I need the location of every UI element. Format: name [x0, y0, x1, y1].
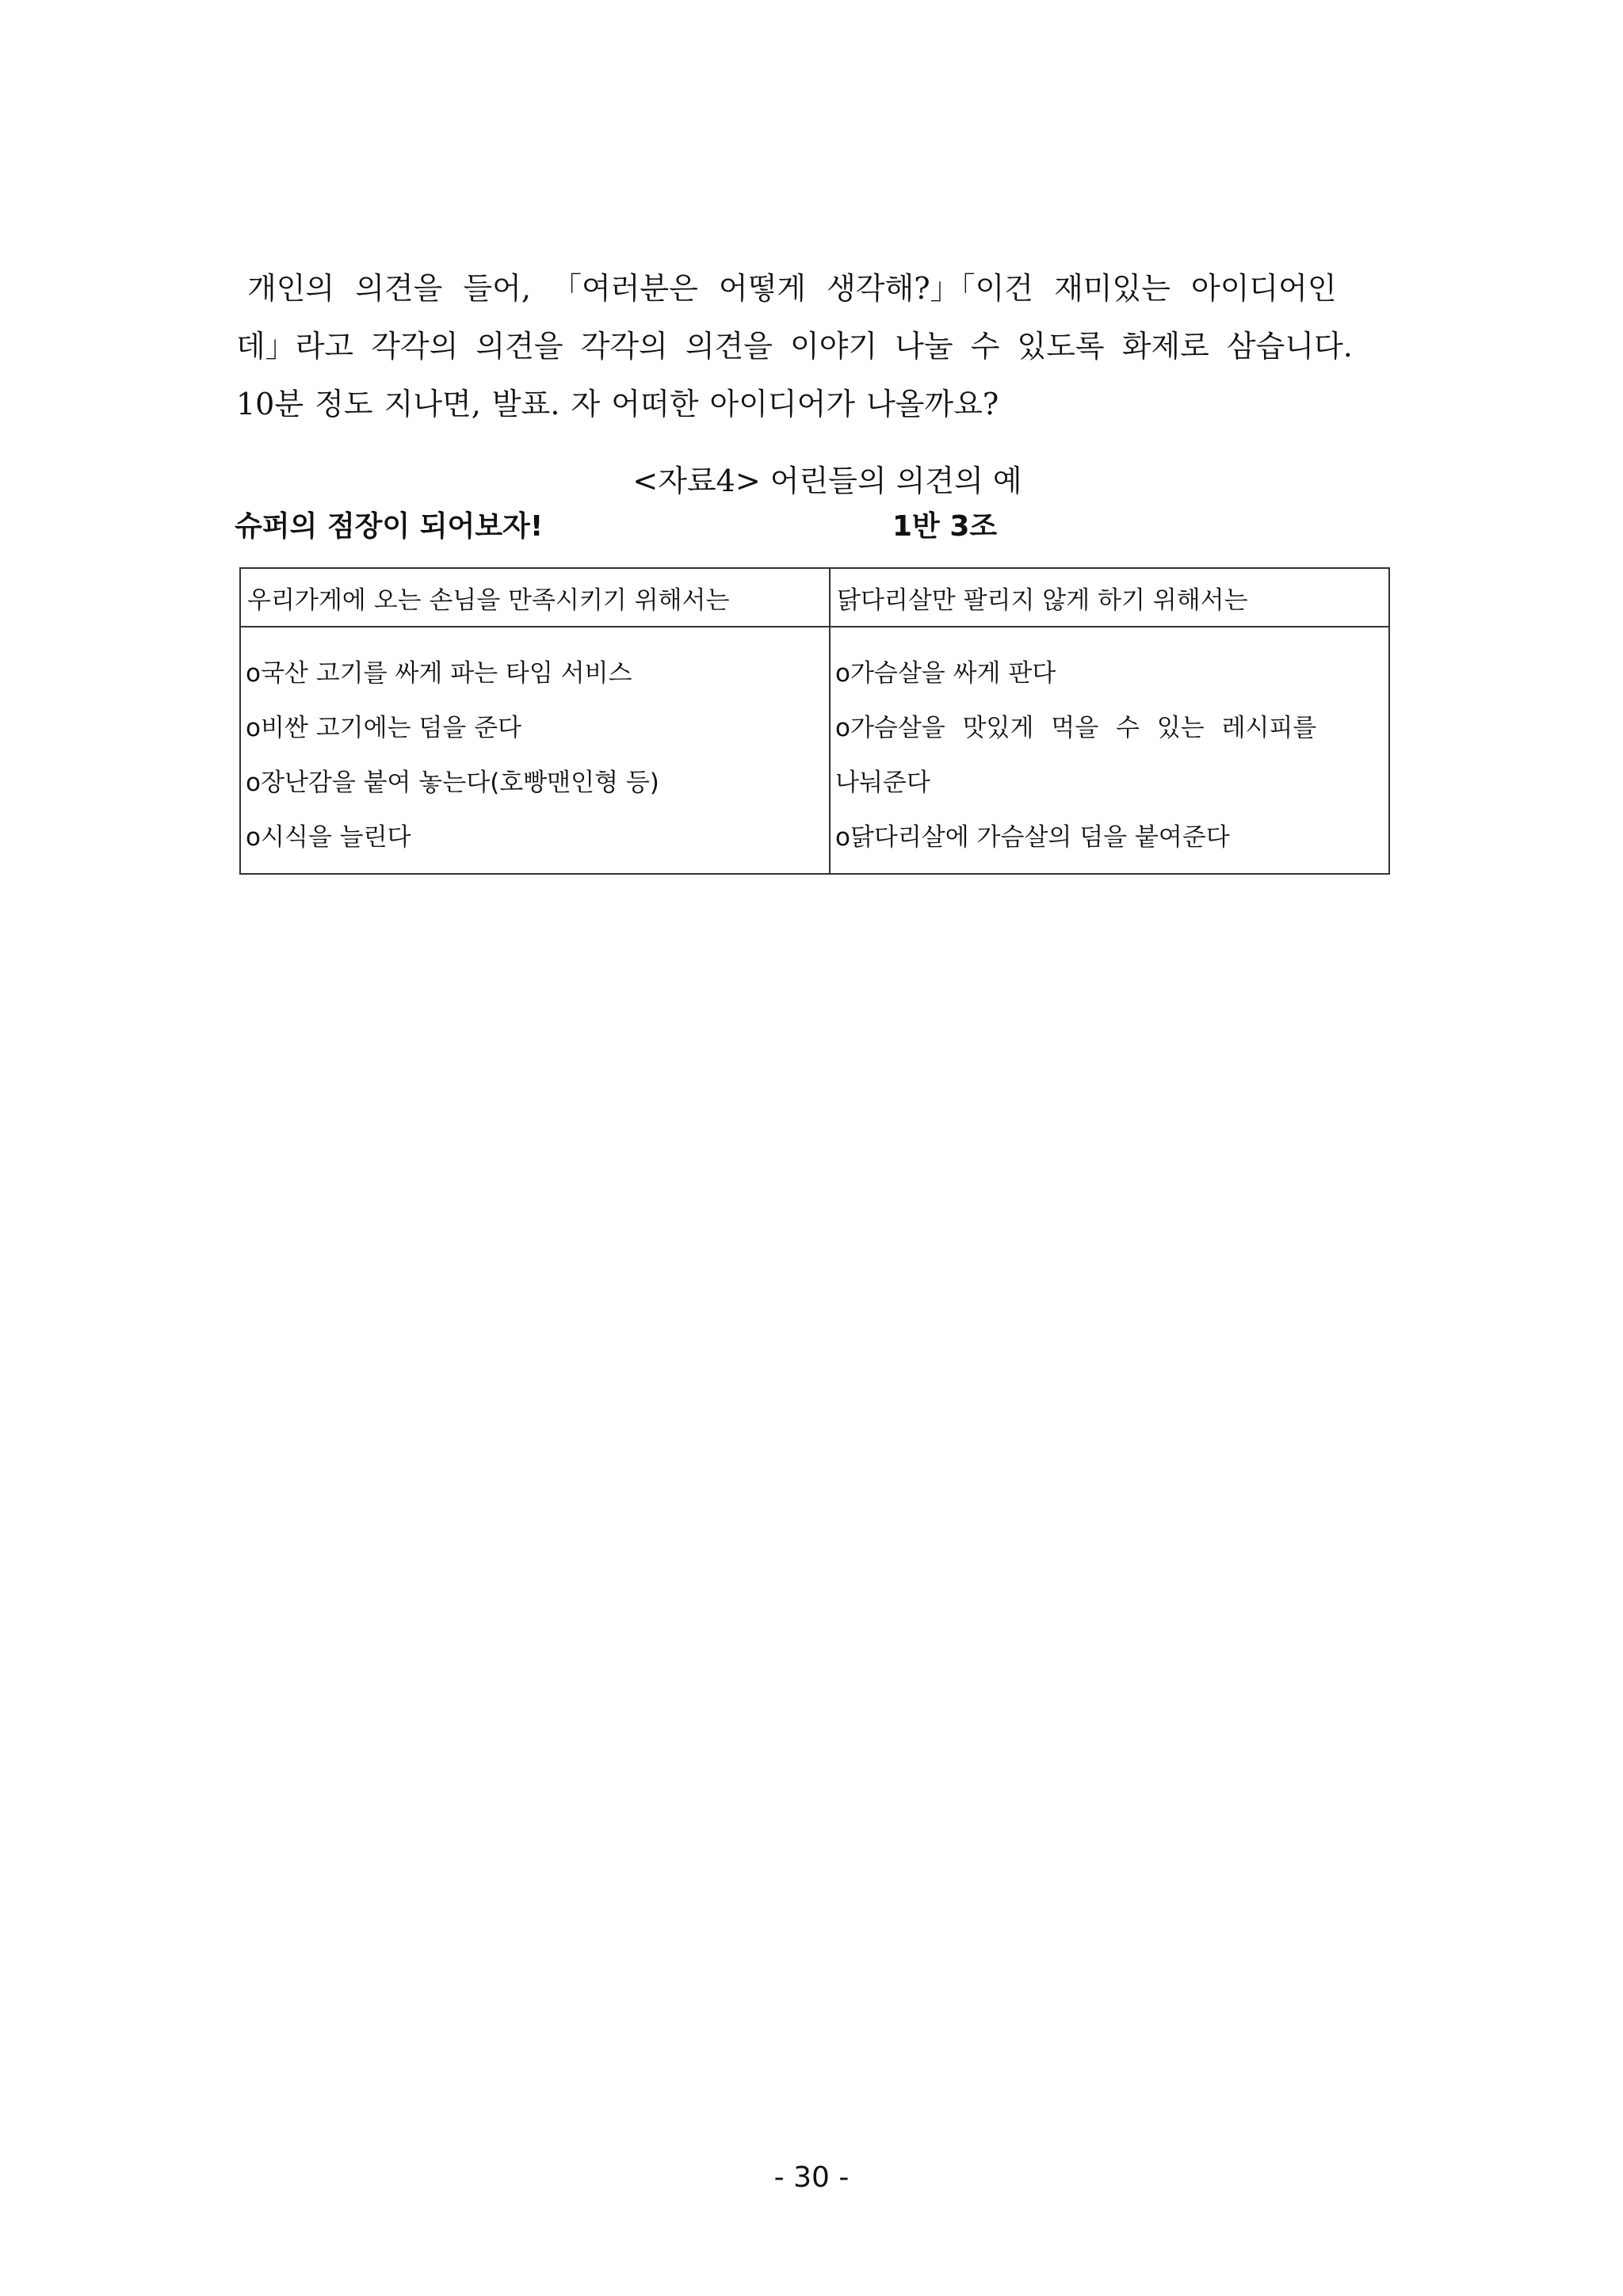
opinion-cell-left: [240, 627, 830, 874]
list-item: o가슴살을 맛있게 먹을 수 있는 레시피를: [835, 714, 1317, 742]
worksheet-group-label: 1반 3조: [892, 510, 998, 543]
list-item: o닭다리살에 가슴살의 덤을 붙여준다: [835, 823, 1230, 852]
list-item: o시식을 늘린다: [246, 823, 411, 852]
paragraph-line: 개인의 의견을 들어, 「여러분은 어떻게 생각해?」「이건 재미있는 아이디어인: [247, 271, 1337, 306]
worksheet-subtitle: 슈퍼의 점장이 되어보자!: [235, 510, 544, 543]
opinion-cell-right: [830, 627, 1389, 874]
table-header-row: [240, 568, 1389, 627]
table-row: [240, 627, 1389, 874]
paragraph-line: 데」라고 각각의 의견을 각각의 의견을 이야기 나눌 수 있도록 화제로 삼습니다.: [236, 329, 1353, 364]
list-item: o비싼 고기에는 덤을 준다: [246, 714, 521, 742]
column-header-customer-satisfaction: 우리가게에 오는 손님을 만족시키기 위해서는: [240, 568, 830, 627]
list-item: o가슴살을 싸게 판다: [835, 659, 1056, 688]
list-item: o국산 고기를 싸게 파는 타임 서비스: [246, 659, 632, 688]
body-paragraph: [236, 260, 1395, 433]
list-item: 나눠준다: [835, 769, 930, 797]
figure-caption: <자료4> 어린들의 의견의 예: [632, 463, 1022, 498]
list-item: o장난감을 붙여 놓는다(호빵맨인형 등): [246, 769, 659, 797]
page-number: - 30 -: [773, 2161, 850, 2194]
paragraph-line: 10분 정도 지나면, 발표. 자 어떠한 아이디어가 나올까요?: [236, 387, 999, 421]
column-header-chicken-thigh: 닭다리살만 팔리지 않게 하기 위해서는: [830, 568, 1389, 627]
opinion-table: [239, 567, 1390, 875]
